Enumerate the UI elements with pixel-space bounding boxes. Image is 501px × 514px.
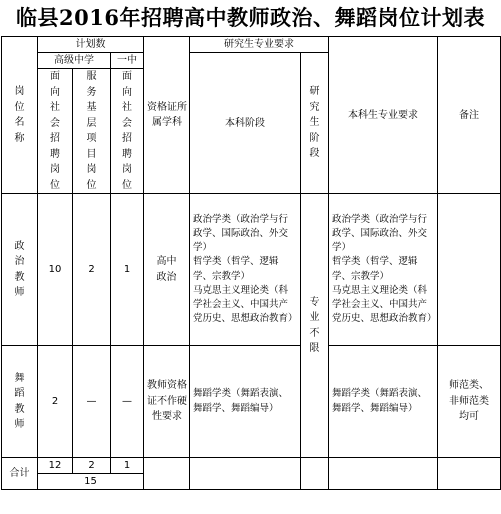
remarks: 师范类、非师范类均可 (438, 346, 501, 458)
job-name: 舞蹈教师 (2, 346, 38, 458)
cert-subject-header: 资格证所属学科 (144, 37, 190, 194)
undergrad-majors: 舞蹈学类（舞蹈表演、舞蹈学、舞蹈编导） (329, 346, 438, 458)
undergrad-majors: 政治学类（政治学与行政学、国际政治、外交学） 哲学类（哲学、逻辑学、宗教学） 马克思主义理论类（科学社会主义、中国共产党历史、思想政治教育） (329, 194, 438, 346)
postgrad-requirement-header: 研究生专业要求 (190, 37, 329, 53)
social-high-count: 2 (38, 346, 73, 458)
job-name: 政治教师 (2, 194, 38, 346)
total-empty-cell (301, 458, 329, 490)
yizhong-count: — (111, 346, 144, 458)
cert-subject: 高中政治 (144, 194, 190, 346)
no1-middle-header: 一中 (111, 53, 144, 69)
postgrad-stage-header: 研究生阶段 (301, 53, 329, 194)
undergrad-requirement-header: 本科生专业要求 (329, 37, 438, 194)
senior-high-header: 高级中学 (38, 53, 111, 69)
yizhong-count: 1 (111, 194, 144, 346)
grassroots-count: 2 (73, 194, 111, 346)
total-social-high: 12 (38, 458, 73, 474)
social-high-count: 10 (38, 194, 73, 346)
recruitment-plan-table (1, 36, 501, 490)
job-name-header: 岗位名称 (2, 37, 38, 194)
postgrad-stage-value: 专业不限 (301, 194, 329, 458)
undergrad-stage-header: 本科阶段 (190, 53, 301, 194)
grassroots-header: 服务基层项目岗位 (73, 69, 111, 194)
cert-subject: 教师资格证不作硬性要求 (144, 346, 190, 458)
total-empty-cell (438, 458, 501, 490)
remarks (438, 194, 501, 346)
plan-count-header: 计划数 (38, 37, 144, 53)
postgrad-undergrad-majors: 舞蹈学类（舞蹈表演、舞蹈学、舞蹈编导） (190, 346, 301, 458)
total-sum: 15 (38, 474, 144, 490)
total-yizhong: 1 (111, 458, 144, 474)
social-recruit-header-2: 面向社会招聘岗位 (111, 69, 144, 194)
grassroots-count: — (73, 346, 111, 458)
total-empty-cell (190, 458, 301, 490)
total-empty-cell (144, 458, 190, 490)
postgrad-undergrad-majors: 政治学类（政治学与行政学、国际政治、外交学） 哲学类（哲学、逻辑学、宗教学） 马克思主义理论类（科学社会主义、中国共产党历史、思想政治教育） (190, 194, 301, 346)
social-recruit-header-1: 面向社会招聘岗位 (38, 69, 73, 194)
table-row (2, 346, 501, 458)
page-title: 临县2016年招聘高中教师政治、舞蹈岗位计划表 (16, 5, 485, 30)
total-grassroots: 2 (73, 458, 111, 474)
total-empty-cell (329, 458, 438, 490)
total-row (2, 458, 501, 474)
total-label: 合计 (2, 458, 38, 490)
remarks-header: 备注 (438, 37, 501, 194)
table-row (2, 194, 501, 346)
